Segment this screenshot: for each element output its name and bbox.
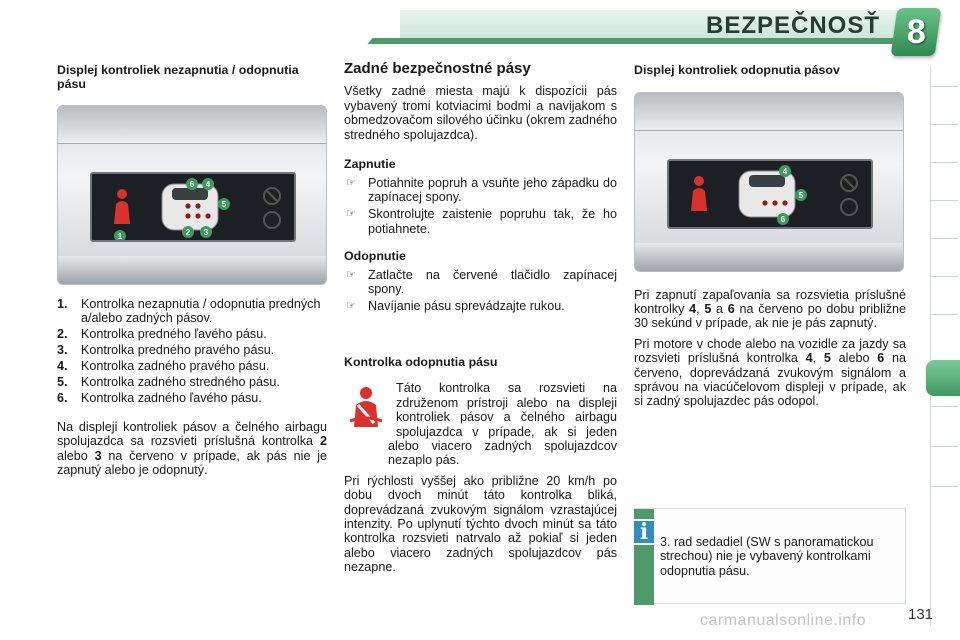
legend-number: 4. <box>57 359 68 374</box>
legend-number: 6. <box>57 391 68 406</box>
figure-trim <box>635 93 903 131</box>
step-text: Potiahnite popruh a vsuňte jeho západku do zapínacej spony. <box>368 175 617 204</box>
legend-list <box>57 297 327 406</box>
right-column <box>634 64 906 409</box>
arrow-bullet-icon: ☞ <box>346 176 356 189</box>
fastening-heading: Zapnutie <box>344 157 396 172</box>
display-panel-drawing <box>92 174 294 240</box>
figure-label-1: 1 <box>117 232 123 240</box>
warning-block <box>344 381 617 467</box>
info-icon: i <box>632 519 656 545</box>
chapter-tab-active[interactable] <box>926 360 960 396</box>
paragraph-text: Na displeji kontroliek pásov a čelného airbagu spolujazdca sa rozsvieti príslušná kontrolka <box>57 419 327 449</box>
figure-label-4: 4 <box>205 180 211 189</box>
figure-label-4: 4 <box>782 166 788 176</box>
list-item <box>344 176 617 205</box>
list-item <box>344 299 617 313</box>
airbag-off-icon <box>264 188 280 228</box>
chapter-tab[interactable] <box>930 238 958 268</box>
legend-text: Kontrolka predného pravého pásu. <box>81 343 275 358</box>
figure-label-6: 6 <box>189 180 195 189</box>
left-paragraph <box>57 420 327 478</box>
left-column <box>57 64 327 477</box>
legend-number: 5. <box>57 375 68 390</box>
legend-text: Kontrolka zadného ľavého pásu. <box>81 391 262 406</box>
figure-label-6: 6 <box>780 214 786 224</box>
paragraph-text: Pri motore v chode alebo na vozidle za jazdy sa rozsvieti príslušná kontrolka <box>634 336 906 366</box>
arrow-bullet-icon: ☞ <box>346 208 356 221</box>
arrow-bullet-icon: ☞ <box>346 300 356 313</box>
display-panel-drawing <box>669 161 871 227</box>
legend-text: Kontrolka zadného pravého pásu. <box>81 359 270 374</box>
legend-number: 1. <box>57 297 68 311</box>
intro-paragraph: Všetky zadné miesta majú k dispozícii pás vybavený tromi kotviacimi bodmi a navijakom s obmedzovačom silového účinku (okrem zadného stredného spolujazdca). <box>344 84 618 142</box>
figure-label-5: 5 <box>221 200 227 209</box>
right-heading: Displej kontroliek odopnutia pásov <box>634 63 840 77</box>
arrow-bullet-icon: ☞ <box>346 268 356 281</box>
chapter-badge <box>891 8 942 56</box>
list-item <box>57 375 327 389</box>
airbag-off-icon <box>841 175 857 215</box>
figure-label-3: 3 <box>203 228 209 237</box>
list-item <box>57 297 327 326</box>
info-text: 3. rad sedadiel (SW s panoramatickou strechou) nie je vybavený kontrolkami odopnutia pásu. <box>660 535 874 578</box>
figure-trim <box>635 243 903 271</box>
indicator-number: 6 <box>727 301 735 316</box>
indicator-number: 5 <box>704 301 712 316</box>
chapter-number: 8 <box>906 12 926 51</box>
seatbelt-display-figure <box>57 105 327 285</box>
list-item <box>57 343 327 357</box>
chapter-tab[interactable] <box>930 314 958 344</box>
list-item <box>57 391 327 405</box>
watermark: carmanualsonline.info <box>700 612 867 629</box>
legend-number: 3. <box>57 343 68 358</box>
indicator-number: 6 <box>877 351 885 366</box>
indicator-number: 4 <box>805 351 813 366</box>
driving-paragraph: Pri motore v chode alebo na vozidle za jazdy sa rozsvieti príslušná kontrolka 4, 5 alebo 6 na červeno, doprevádzaná zvukovým signálom a správou na viacúčelovom displeji v prípade, ak si zadný spolujazdec pás odopol. <box>634 336 907 409</box>
paragraph-text: na červeno, doprevádzaná zvukovým signálom a správou na viacúčelovom displeji v prípade, ak si zadný spolujazdec pás odopol. <box>634 351 907 409</box>
page-title: BEZPEČNOSŤ <box>706 12 881 39</box>
legend-number: 2. <box>57 327 68 342</box>
warning-heading: Kontrolka odopnutia pásu <box>344 354 498 369</box>
chapter-tab[interactable] <box>930 124 958 154</box>
seatbelt-warning-icon <box>346 385 386 429</box>
ignition-paragraph: Pri zapnutí zapaľovania sa rozsvietia príslušné kontrolky 4, 5 a 6 na červeno po dobu približne 30 sekúnd v prípade, ak nie je pás zapnutý. <box>634 287 907 331</box>
figure-trim <box>58 106 326 144</box>
list-item <box>57 359 327 373</box>
seatbelt-warning-icon <box>691 176 707 211</box>
list-item <box>344 207 617 236</box>
chapter-tab[interactable] <box>930 162 958 192</box>
figure-label-2: 2 <box>185 228 191 237</box>
section-title: Zadné bezpečnostné pásy <box>344 60 531 77</box>
indicator-number: 3 <box>94 448 102 463</box>
legend-text: Kontrolka nezapnutia / odopnutia predných a/alebo zadných pásov. <box>81 297 321 326</box>
list-item <box>344 268 617 297</box>
display-panel <box>90 172 296 242</box>
paragraph-text: alebo <box>838 351 870 366</box>
chapter-tab[interactable] <box>930 406 958 436</box>
seatbelt-warning-icon <box>114 189 130 224</box>
chapter-tab[interactable] <box>930 86 958 116</box>
chapter-tab[interactable] <box>930 276 958 306</box>
info-box <box>634 508 906 604</box>
chapter-tab[interactable] <box>930 486 958 516</box>
warning-text: Táto kontrolka sa rozsvieti na združenom prístroji alebo na displeji kontroliek pásov a čelného airbagu spolujazdca v prípade, ak si jeden alebo viacero zadných spolujazdcov nezaplo pás. <box>388 381 617 468</box>
display-panel <box>667 159 873 229</box>
car-top-view-icon <box>739 171 795 217</box>
indicator-number: 2 <box>320 434 328 449</box>
paragraph-text: a <box>716 301 724 316</box>
page-header <box>0 0 960 52</box>
step-text: Zatlačte na červené tlačidlo zapínacej spony. <box>368 267 617 297</box>
chapter-tabs <box>926 66 960 626</box>
paragraph-text: alebo <box>57 448 88 463</box>
step-text: Skontrolujte zaistenie popruhu tak, že ho potiahnete. <box>368 207 617 236</box>
indicator-number: 5 <box>823 351 831 366</box>
paragraph-text: Pri zapnutí zapaľovania sa rozsvietia príslušné kontrolky <box>634 287 906 316</box>
paragraph-text: na červeno po dobu približne 30 sekúnd v prípade, ak nie je pás zapnutý. <box>634 301 907 331</box>
page-number: 131 <box>908 606 934 623</box>
legend-text: Kontrolka predného ľavého pásu. <box>81 327 267 342</box>
indicator-number: 4 <box>689 301 697 316</box>
legend-text: Kontrolka zadného stredného pásu. <box>81 375 280 390</box>
chapter-tab[interactable] <box>930 200 958 230</box>
fastening-steps <box>344 176 617 237</box>
paragraph-text: na červeno v prípade, ak pás nie je zapnutý alebo je odopnutý. <box>57 448 328 478</box>
unfastening-steps <box>344 268 617 314</box>
figure-label-5: 5 <box>798 190 804 200</box>
figure-trim <box>58 256 326 284</box>
list-item <box>57 327 327 341</box>
step-text: Navíjanie pásu sprevádzajte rukou. <box>368 299 565 314</box>
rear-seatbelt-display-figure <box>634 92 904 272</box>
middle-column <box>344 62 617 575</box>
unfastening-heading: Odopnutie <box>344 249 406 264</box>
speed-paragraph: Pri rýchlosti vyššej ako približne 20 km/h po dobu dvoch minút táto kontrolka bliká, doprevádzaná zvukovým signálom vzrastajúcej intenzity. Po uplynutí týchto dvoch minút sa táto kontrolka rozsvieti natrvalo až pokiaľ si jeden alebo viacero zadných spolujazdcov pás nezapne. <box>344 473 617 575</box>
left-heading: Displej kontroliek nezapnutia / odopnutia pásu <box>57 63 299 91</box>
chapter-tab[interactable] <box>930 446 958 476</box>
